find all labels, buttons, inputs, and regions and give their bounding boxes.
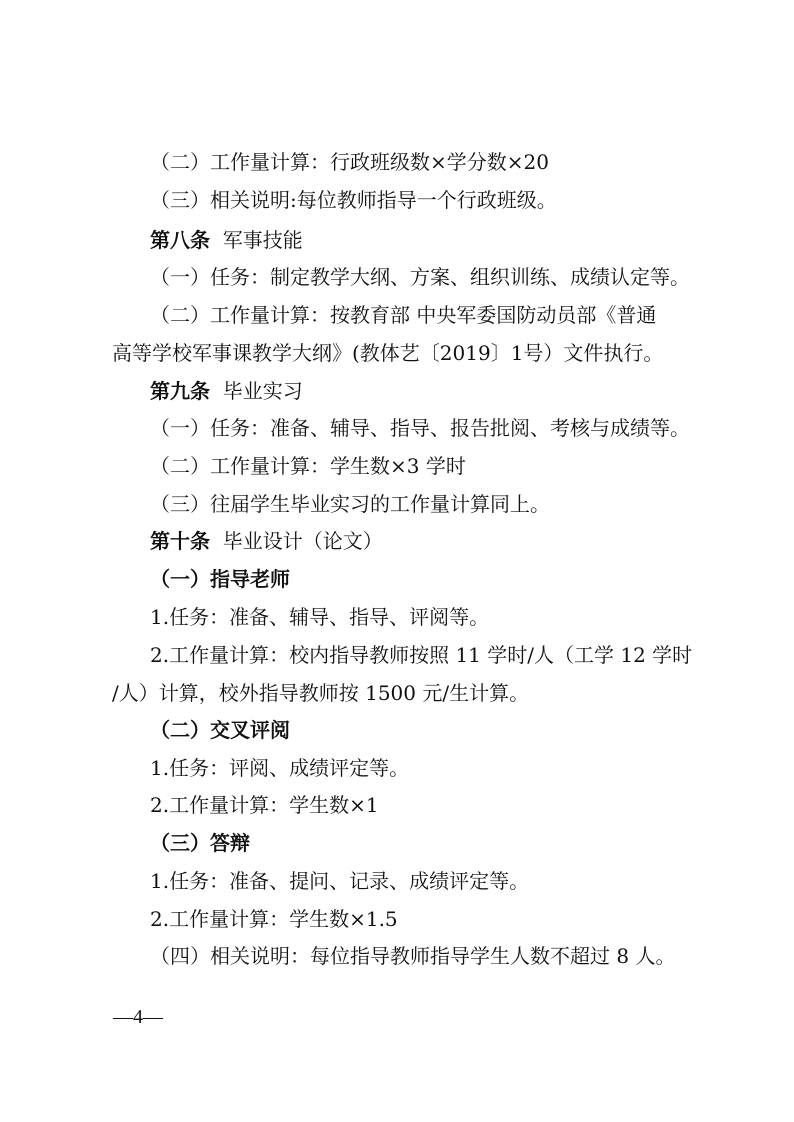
article-number: 第八条 bbox=[150, 228, 210, 252]
article-title: 毕业实习 bbox=[222, 379, 303, 403]
article-title: 毕业设计（论文） bbox=[222, 529, 383, 553]
text-line: （二）工作量计算：按教育部 中央军委国防动员部《普通 bbox=[150, 303, 657, 327]
text-line: （一）任务：制定教学大纲、方案、组织训练、成绩认定等。 bbox=[150, 265, 690, 289]
section-heading: （一）指导老师 bbox=[150, 567, 290, 591]
article-heading bbox=[150, 527, 383, 555]
text-line: （三）往届学生毕业实习的工作量计算同上。 bbox=[150, 492, 550, 516]
article-title: 军事技能 bbox=[222, 228, 303, 252]
article-heading bbox=[150, 226, 303, 254]
section-heading: （三）答辩 bbox=[150, 831, 250, 855]
text-line: 1.任务：准备、提问、记录、成绩评定等。 bbox=[150, 869, 530, 893]
page-number: —4— bbox=[113, 1006, 163, 1028]
text-line: 1.任务：评阅、成绩评定等。 bbox=[150, 756, 410, 780]
text-line: 1.任务：准备、辅导、指导、评阅等。 bbox=[150, 605, 490, 629]
article-number: 第十条 bbox=[150, 529, 210, 553]
text-line: （三）相关说明:每位教师指导一个行政班级。 bbox=[150, 188, 557, 212]
text-line: 2.工作量计算：学生数×1.5 bbox=[150, 907, 398, 931]
text-line: 高等学校军事课教学大纲》(教体艺〔2019〕1号）文件执行。 bbox=[112, 341, 664, 365]
article-number: 第九条 bbox=[150, 379, 210, 403]
section-heading: （二）交叉评阅 bbox=[150, 718, 290, 742]
text-line: /人）计算，校外指导教师按 1500 元/生计算。 bbox=[112, 681, 530, 705]
text-line: 2.工作量计算：校内指导教师按照 11 学时/人（工学 12 学时 bbox=[150, 643, 693, 667]
text-line: （四）相关说明：每位指导教师指导学生人数不超过 8 人。 bbox=[150, 944, 676, 968]
text-line: （二）工作量计算：学生数×3 学时 bbox=[150, 454, 466, 478]
text-line: 2.工作量计算：学生数×1 bbox=[150, 793, 379, 817]
article-heading bbox=[150, 377, 303, 405]
text-line: （二）工作量计算：行政班级数×学分数×20 bbox=[150, 150, 549, 174]
text-line: （一）任务：准备、辅导、指导、报告批阅、考核与成绩等。 bbox=[150, 416, 690, 440]
